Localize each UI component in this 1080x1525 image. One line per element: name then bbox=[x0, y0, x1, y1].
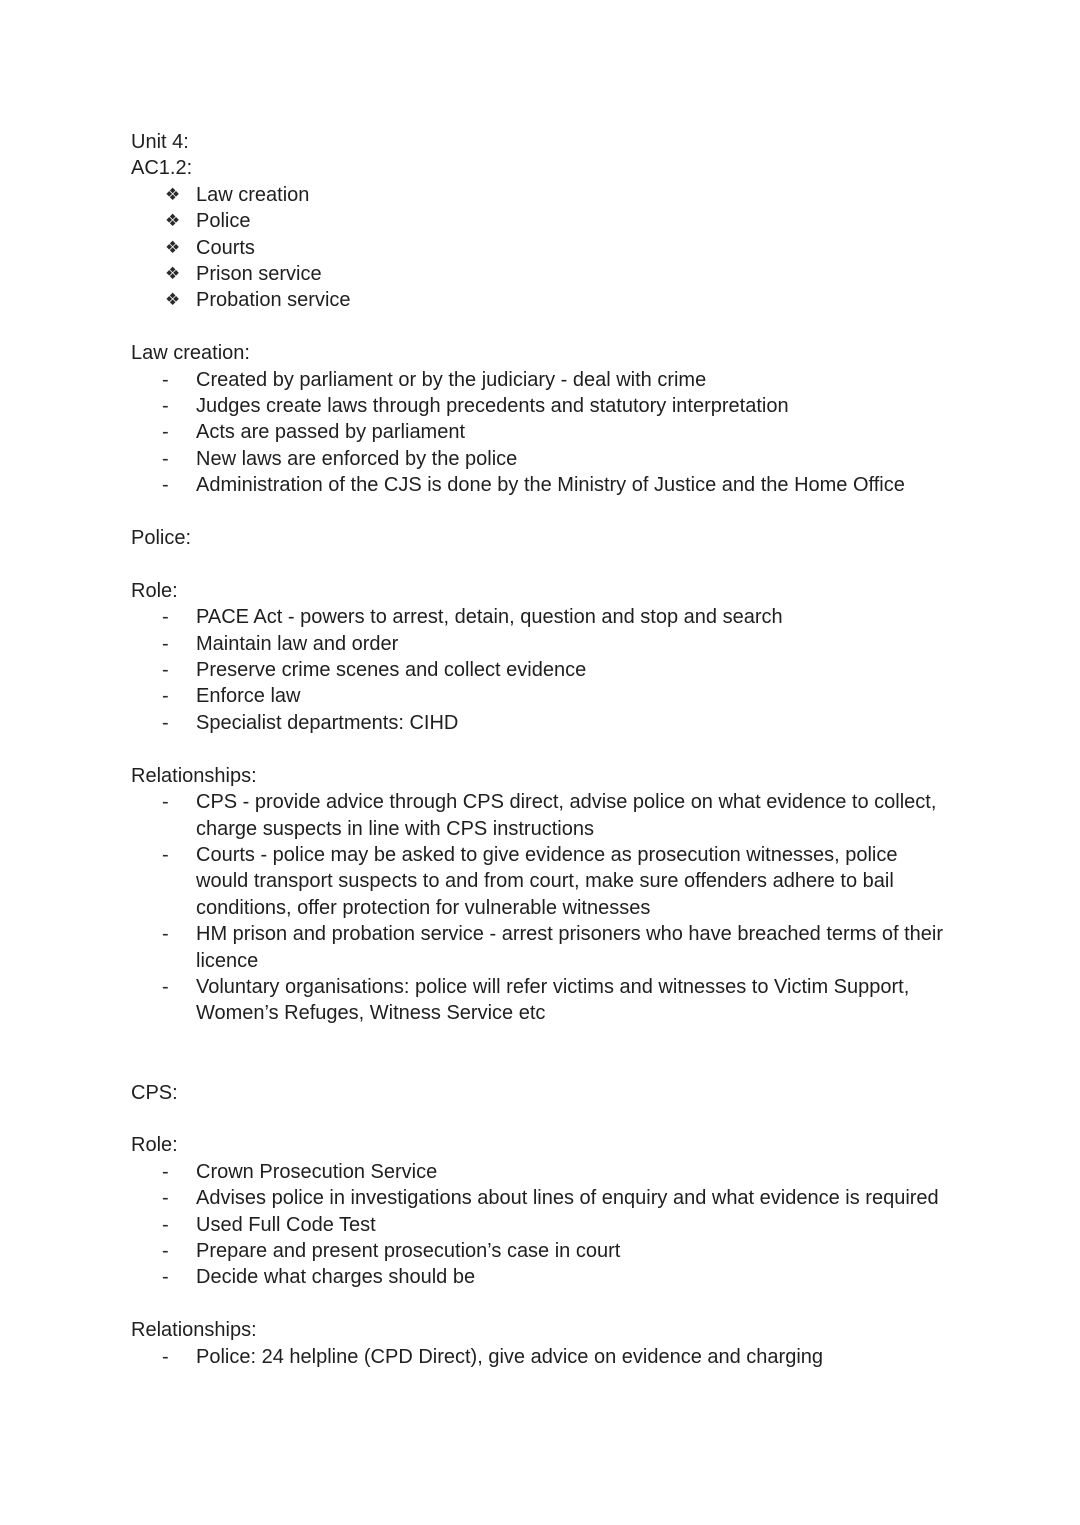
dash-bullet-icon: - bbox=[162, 843, 169, 866]
list-item: - Enforce law bbox=[131, 683, 961, 709]
dash-bullet-icon: - bbox=[162, 685, 169, 708]
dash-bullet-icon: - bbox=[162, 1266, 169, 1289]
list-item: - PACE Act - powers to arrest, detain, question and stop and search bbox=[131, 604, 961, 630]
list-item: - Maintain law and order bbox=[131, 631, 961, 657]
diamond-bullet-icon: ❖ bbox=[165, 264, 181, 284]
list-item: - Created by parliament or by the judiciary - deal with crime bbox=[131, 367, 961, 393]
dash-bullet-icon: - bbox=[162, 368, 169, 391]
dash-bullet-icon: - bbox=[162, 632, 169, 655]
list-item: - Prepare and present prosecution’s case in court bbox=[131, 1238, 961, 1264]
police-role-heading: Role: bbox=[131, 579, 178, 602]
diamond-bullet-icon: ❖ bbox=[165, 290, 181, 310]
list-item: - Used Full Code Test bbox=[131, 1212, 961, 1238]
cps-role-heading: Role: bbox=[131, 1134, 178, 1157]
list-item: - HM prison and probation service - arrest prisoners who have breached terms of their licence bbox=[162, 923, 944, 972]
list-item: - Decide what charges should be bbox=[131, 1264, 961, 1290]
dash-bullet-icon: - bbox=[162, 1187, 169, 1210]
list-item: - Preserve crime scenes and collect evidence bbox=[131, 657, 961, 683]
diamond-bullet-icon: ❖ bbox=[165, 237, 181, 257]
dash-bullet-icon: - bbox=[162, 1160, 169, 1183]
list-item: - CPS - provide advice through CPS direct, advise police on what evidence to collect, charge suspects in line with CPS instructions bbox=[162, 791, 937, 840]
police-role-list bbox=[131, 604, 961, 736]
cps-role-list bbox=[131, 1159, 961, 1291]
topic-item: ❖ Probation service bbox=[131, 287, 961, 313]
list-item: - Voluntary organisations: police will refer victims and witnesses to Victim Support, Women’s Refuges, Witness Service etc bbox=[162, 975, 910, 1025]
dash-bullet-icon: - bbox=[162, 791, 169, 814]
cps-relationships-list bbox=[131, 1344, 961, 1370]
dash-bullet-icon: - bbox=[162, 975, 169, 998]
police-relationships-list bbox=[131, 789, 961, 1027]
dash-bullet-icon: - bbox=[162, 923, 169, 946]
topic-item: ❖ Prison service bbox=[131, 261, 961, 287]
dash-bullet-icon: - bbox=[162, 1239, 169, 1262]
dash-bullet-icon: - bbox=[162, 1345, 169, 1368]
police-relationships-heading: Relationships: bbox=[131, 764, 257, 787]
list-item: - Administration of the CJS is done by the Ministry of Justice and the Home Office bbox=[131, 472, 961, 498]
diamond-bullet-icon: ❖ bbox=[165, 184, 181, 204]
dash-bullet-icon: - bbox=[162, 606, 169, 629]
list-item: - Police: 24 helpline (CPD Direct), give advice on evidence and charging bbox=[131, 1344, 961, 1370]
police-heading: Police: bbox=[131, 527, 192, 550]
topic-item: ❖ Courts bbox=[131, 235, 961, 261]
list-item: - Acts are passed by parliament bbox=[131, 419, 961, 445]
dash-bullet-icon: - bbox=[162, 395, 169, 418]
topic-item: ❖ Law creation bbox=[131, 182, 961, 208]
law-creation-list bbox=[131, 367, 961, 499]
cps-heading: CPS: bbox=[131, 1081, 178, 1104]
diamond-bullet-icon: ❖ bbox=[165, 211, 181, 231]
law-creation-heading: Law creation: bbox=[131, 342, 250, 365]
dash-bullet-icon: - bbox=[162, 711, 169, 734]
dash-bullet-icon: - bbox=[162, 474, 169, 497]
document-page bbox=[131, 129, 961, 1370]
dash-bullet-icon: - bbox=[162, 447, 169, 470]
topics-list bbox=[131, 182, 961, 314]
list-item: - Crown Prosecution Service bbox=[131, 1159, 961, 1185]
cps-relationships-heading: Relationships: bbox=[131, 1319, 257, 1342]
dash-bullet-icon: - bbox=[162, 421, 169, 444]
unit-heading: Unit 4: bbox=[131, 131, 189, 153]
list-item: - Specialist departments: CIHD bbox=[131, 710, 961, 736]
list-item: - New laws are enforced by the police bbox=[131, 446, 961, 472]
dash-bullet-icon: - bbox=[162, 659, 169, 682]
topic-item: ❖ Police bbox=[131, 208, 961, 234]
list-item: - Judges create laws through precedents and statutory interpretation bbox=[131, 393, 961, 419]
list-item: - Courts - police may be asked to give evidence as prosecution witnesses, police would transport suspects to and from court, make sure offenders adhere to bail conditions, offer protection for vulnerable witnesses bbox=[162, 843, 898, 919]
list-item: - Advises police in investigations about lines of enquiry and what evidence is required bbox=[131, 1185, 961, 1211]
dash-bullet-icon: - bbox=[162, 1213, 169, 1236]
ac-heading: AC1.2: bbox=[131, 157, 193, 180]
